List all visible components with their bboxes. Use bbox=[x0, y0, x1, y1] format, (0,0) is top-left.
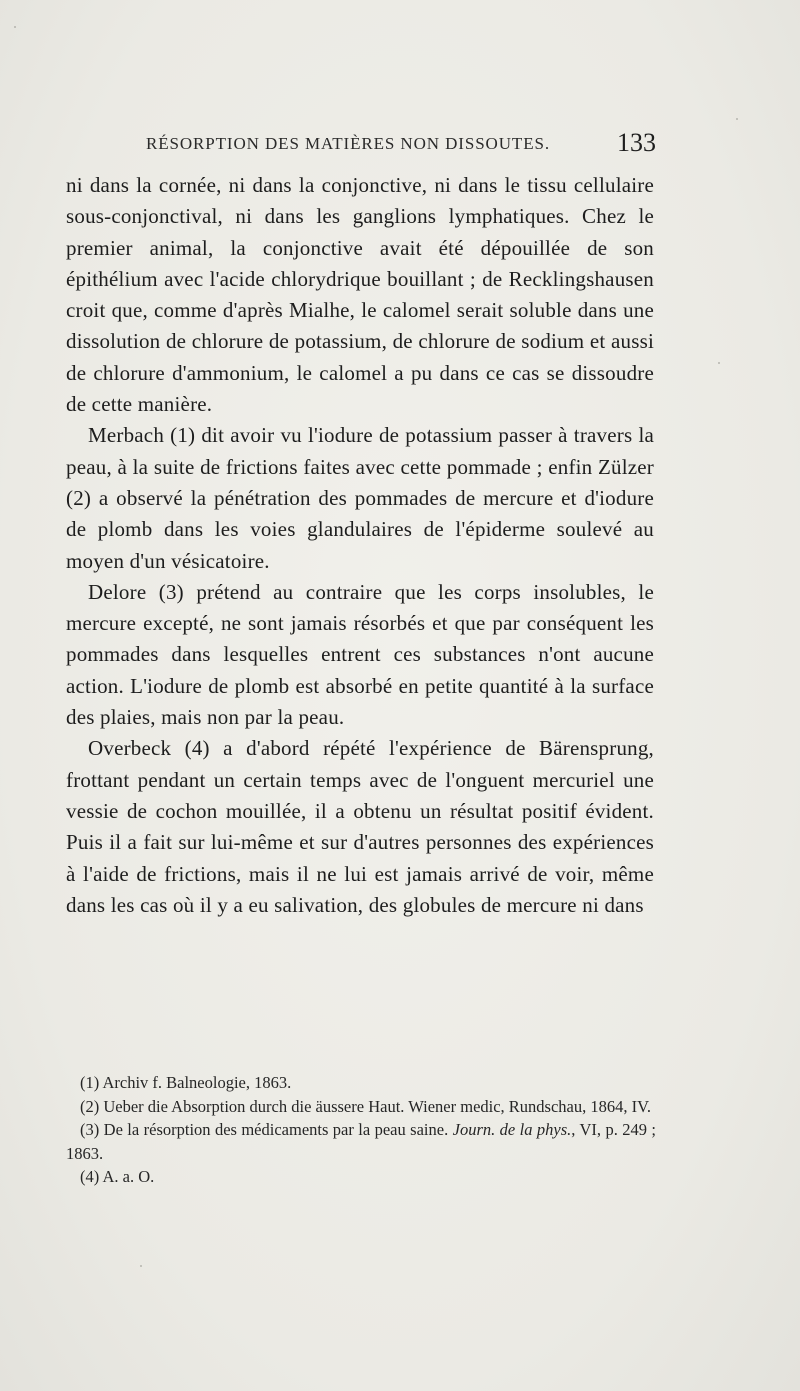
footnote-3-rest: , VI, p. 249 ; 1863. bbox=[66, 1120, 656, 1163]
footnote-2: (2) Ueber die Absorption durch die äussere Haut. Wiener medic, Rundschau, 1864, IV. bbox=[80, 1096, 652, 1116]
paper-speck bbox=[718, 362, 720, 364]
footnote-3-journal: Journ. de la phys. bbox=[452, 1120, 572, 1140]
running-head bbox=[66, 128, 656, 162]
running-title: RÉSORPTION DES MATIÈRES NON DISSOUTES. bbox=[146, 134, 550, 153]
paper-speck bbox=[14, 26, 16, 28]
footnote-3-text: (3) De la résorption des médicaments par la peau saine. bbox=[80, 1120, 453, 1140]
paragraph-2: Merbach (1) dit avoir vu l'iodure de potassium passer à travers la peau, à la suite de frictions faites avec cette pommade ; enfin Zülzer (2) a observé la pénétration des pommades de mercure et d'iodure de plomb dans les voies glandulaires de l'épiderme soulevé au moyen d'un vésicatoire. bbox=[66, 423, 654, 573]
body-text bbox=[66, 170, 654, 921]
page-number: 133 bbox=[617, 128, 656, 157]
paragraph-1: ni dans la cornée, ni dans la conjonctive, ni dans le tissu cellulaire sous-conjonctival, ni dans les ganglions lymphatiques. Chez le premier animal, la conjonctive avait été dépouillée de son épithélium avec l'acide chlorydrique bouillant ; de Recklingshausen croit que, comme d'après Mialhe, le calomel serait soluble dans une dissolution de chlorure de potassium, de chlorure de sodium et aussi de chlorure d'ammonium, le calomel a pu dans ce cas se dissoudre de cette manière. bbox=[66, 173, 654, 417]
paper-speck bbox=[736, 118, 738, 120]
footnotes bbox=[66, 1071, 656, 1189]
footnote-3 bbox=[66, 1118, 656, 1165]
paragraph-4: Overbeck (4) a d'abord répété l'expérience de Bärensprung, frottant pendant un certain temps avec de l'onguent mercuriel une vessie de cochon mouillée, il a obtenu un résultat positif évident. Puis il a fait sur lui-même et sur d'autres personnes des expériences à l'aide de frictions, mais il ne lui est jamais arrivé de voir, même dans les cas où il y a eu salivation, des globules de mercure ni dans bbox=[66, 736, 654, 917]
paper-speck bbox=[140, 1265, 142, 1267]
footnote-1: (1) Archiv f. Balneologie, 1863. bbox=[80, 1073, 292, 1092]
paragraph-3: Delore (3) prétend au contraire que les corps insolubles, le mercure excepté, ne sont jamais résorbés et que par conséquent les pommades dans lesquelles entrent ces substances n'ont aucune action. L'iodure de plomb est absorbé en petite quantité à la surface des plaies, mais non par la peau. bbox=[66, 579, 654, 730]
footnote-4: (4) A. a. O. bbox=[80, 1167, 155, 1187]
